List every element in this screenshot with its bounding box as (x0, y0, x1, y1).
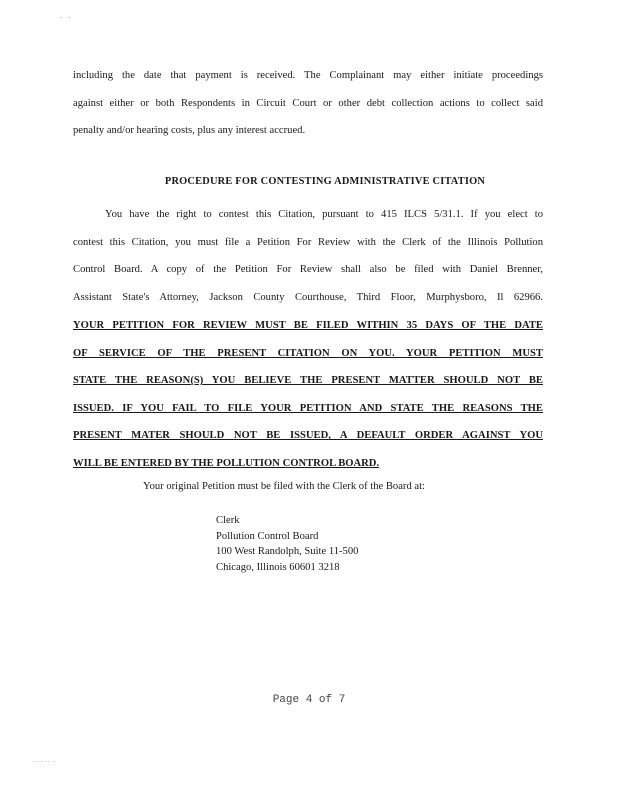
warning-line: OF SERVICE OF THE PRESENT CITATION ON YOU. YOUR PETITION MUST (73, 347, 543, 359)
warning-line: WILL BE ENTERED BY THE POLLUTION CONTROL BOARD. (73, 457, 380, 469)
page-number: Page 4 of 7 (272, 694, 346, 706)
scan-mark-top: · · (60, 14, 73, 22)
paragraph-line: Assistant State's Attorney, Jackson County Courthouse, Third Floor, Murphysboro, Il 62966. (73, 291, 543, 303)
paragraph-line: contest this Citation, you must file a Petition For Review with the Clerk of the Illinois Pollution (73, 236, 543, 248)
scan-mark-bottom: ····· · (34, 758, 57, 766)
address-line: Pollution Control Board (216, 530, 319, 542)
paragraph-line: including the date that payment is received. The Complainant may either initiate proceedings (73, 70, 543, 81)
paragraph-line: penalty and/or hearing costs, plus any interest accrued. (73, 125, 306, 136)
warning-line: PRESENT MATER SHOULD NOT BE ISSUED, A DEFAULT ORDER AGAINST YOU (73, 430, 543, 442)
paragraph-contest (73, 201, 543, 311)
warning-block (73, 312, 543, 478)
warning-line: ISSUED. IF YOU FAIL TO FILE YOUR PETITION AND STATE THE REASONS THE (73, 402, 543, 414)
warning-line: YOUR PETITION FOR REVIEW MUST BE FILED WITHIN 35 DAYS OF THE DATE (73, 320, 543, 331)
address-line: 100 West Randolph, Suite 11-500 (216, 546, 359, 557)
paragraph-line: Control Board. A copy of the Petition For Review shall also be filed with Daniel Brenner, (73, 264, 543, 275)
paragraph-payment (73, 62, 543, 145)
filing-instruction: Your original Petition must be filed with the Clerk of the Board at: (143, 481, 425, 492)
address-line: Chicago, Illinois 60601 3218 (216, 561, 340, 573)
paragraph-line: against either or both Respondents in Circuit Court or other debt collection actions to collect said (73, 97, 543, 109)
paragraph-line: You have the right to contest this Citation, pursuant to 415 ILCS 5/31.1. If you elect to (105, 209, 543, 220)
section-heading: PROCEDURE FOR CONTESTING ADMINISTRATIVE CITATION (164, 176, 486, 187)
clerk-address (216, 513, 358, 575)
warning-line: STATE THE REASON(S) YOU BELIEVE THE PRESENT MATTER SHOULD NOT BE (73, 375, 543, 387)
address-line: Clerk (216, 515, 240, 526)
